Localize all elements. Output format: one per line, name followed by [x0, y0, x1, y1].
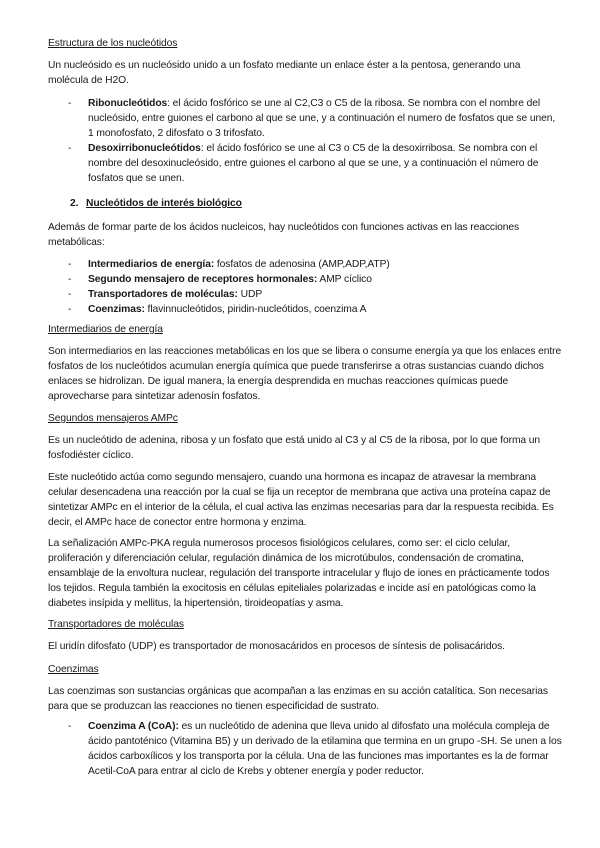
heading-estructura: Estructura de los nucleótidos: [48, 38, 178, 49]
list-text: fosfatos de adenosina (AMP,ADP,ATP): [214, 259, 390, 270]
list-coenzima-a: [70, 719, 562, 779]
list-item: [70, 141, 562, 186]
dash-bullet: -: [68, 289, 72, 300]
paragraph-segundos-2: Este nucleótido actúa como segundo mensajero, cuando una hormona es incapaz de atravesar la membrana celular desencadena una reacción por la cual se fija un receptor de membrana que activa una proteína capaz de sintetizar AMPc en el interior de la célula, el cual activa las enzimas necesarias para dar la respuesta recibida. Es decir, el AMPc hace de conector entre hormona y enzima.: [48, 472, 554, 528]
list-term: Transportadores de moléculas:: [88, 289, 238, 300]
list-item: [70, 719, 562, 779]
list-item: [70, 96, 562, 141]
list-text: UDP: [237, 289, 263, 300]
dash-bullet: -: [68, 143, 72, 154]
dash-bullet: -: [68, 98, 72, 109]
list-term: Desoxirribonucleótidos: [88, 143, 201, 154]
list-ribonucleotidos: [70, 96, 562, 186]
list-term: Intermediarios de energía:: [88, 259, 215, 270]
dash-bullet: -: [68, 721, 72, 732]
paragraph-estructura: Un nucleósido es un nucleósido unido a un fosfato mediante un enlace éster a la pentosa, generando una molécula de H2O.: [48, 60, 521, 86]
list-nucleotidos-interes: [70, 257, 562, 317]
list-text: AMP cíclico: [317, 274, 372, 285]
section-title: Nucleótidos de interés biológico: [86, 198, 242, 209]
paragraph-coenzimas: Las coenzimas son sustancias orgánicas que acompañan a las enzimas en su acción catalítica. Son necesarias para que se produzcan las reacciones no tienen especificidad de sustrato.: [48, 686, 548, 712]
heading-transportadores: Transportadores de moléculas: [48, 619, 184, 630]
paragraph-transportadores: El uridín difosfato (UDP) es transportador de monosacáridos en procesos de síntesis de polisacáridos.: [48, 641, 505, 652]
list-item: [70, 287, 562, 302]
list-text: flavinnucleótidos, piridin-nucleótidos, coenzima A: [144, 304, 367, 315]
list-term: Coenzima A (CoA):: [88, 721, 179, 732]
dash-bullet: -: [68, 304, 72, 315]
list-term: Segundo mensajero de receptores hormonales:: [88, 274, 318, 285]
heading-coenzimas: Coenzimas: [48, 664, 99, 675]
list-term: Ribonucleótidos: [88, 98, 168, 109]
list-text: : el ácido fosfórico se une al C3 o C5 de la desoxirribosa. Se nombra con el nombre del desoxinucleósido, entre guiones el carbono al que se une, y a continuación el número de fosfatos que se unen.: [88, 143, 539, 184]
paragraph-segundos-1: Es un nucleótido de adenina, ribosa y un fosfato que está unido al C3 y al C5 de la ribosa, por lo que forma un fosfodiéster cíclico.: [48, 435, 541, 461]
list-text: es un nucleótido de adenina que lleva unido al difosfato una molécula compleja de ácido pantoténico (Vitamina B5) y un derivado de la etilamina que termina en un grupo -SH. Se unen a los ácidos carboxílicos y los transporta por la célula. Una de las funciones mas importantes es la de formar Acetil-CoA para entrar al ciclo de Krebs y obtener energía y poder reductor.: [88, 721, 562, 777]
dash-bullet: -: [68, 274, 72, 285]
paragraph-segundos-3: La señalización AMPc-PKA regula numerosos procesos fisiológicos celulares, como ser: el ciclo celular, proliferación y diferenciación celular, regulación dinámica de los microtúbulos, condensación de cromatina, ensamblaje de la envoltura nuclear, regulación del transporte intracelular y flujo de iones en prácticamente todos los tejidos. Regula también la exocitosis en células epiteliales polarizadas e incide así en patológicas como la diabetes insípida y mellitus, la hipertensión, tiroideopatías y asma.: [48, 538, 550, 609]
paragraph-intro-2: Además de formar parte de los ácidos nucleicos, hay nucleótidos con funciones activas en las reacciones metabólicas:: [48, 222, 520, 248]
list-text: : el ácido fosfórico se une al C2,C3 o C5 de la ribosa. Se nombra con el nombre del nucleósido, entre guiones el carbono al que se une, y a continuación el numero de fosfatos que se unen, 1 monofosfato, 2 difosfato o 3 trifosfato.: [88, 98, 556, 139]
list-item: [70, 272, 562, 287]
section-2-heading: [70, 196, 562, 211]
heading-intermediarios: Intermediarios de energía: [48, 324, 163, 335]
dash-bullet: -: [68, 259, 72, 270]
list-item: [70, 302, 562, 317]
list-term: Coenzimas:: [88, 304, 145, 315]
heading-segundos-mensajeros: Segundos mensajeros AMPc: [48, 413, 178, 424]
section-number: 2.: [70, 198, 79, 209]
list-item: [70, 257, 562, 272]
paragraph-intermediarios: Son intermediarios en las reacciones metabólicas en los que se libera o consume energía ya que los enlaces entre fosfatos de los nucleótidos acumulan energía química que puede transferirse a otras sustancias cuando dichos enlaces se hidrolizan. De igual manera, la energía desprendida en muchas reacciones químicas puede aprovecharse para sintetizar adenosín fosfatos.: [48, 346, 562, 402]
